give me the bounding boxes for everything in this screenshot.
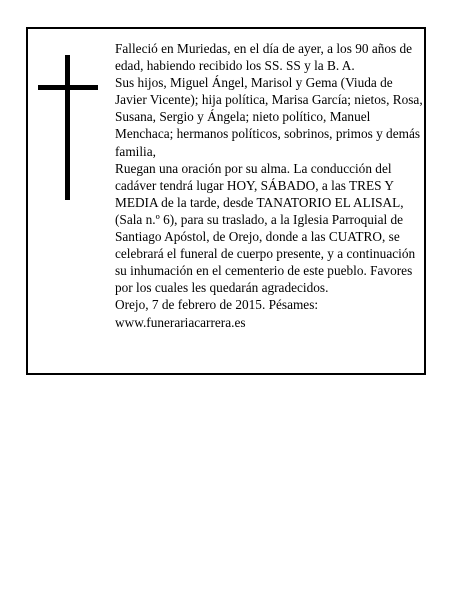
notice-paragraph-place-date: Orejo, 7 de febrero de 2015. Pésames: www.funerariacarrera.es bbox=[115, 297, 319, 330]
cross-vertical-bar bbox=[65, 55, 70, 200]
notice-paragraph-death: Falleció en Muriedas, en el día de ayer, a los 90 años de edad, habiendo recibido los SS. SS y la B. A. bbox=[115, 41, 413, 74]
notice-paragraph-funeral: Ruegan una oración por su alma. La conducción del cadáver tendrá lugar HOY, SÁBADO, a las TRES Y MEDIA de la tarde, desde TANATORIO EL ALISAL, (Sala n.º 6), para su traslado, a la Iglesia Parroquial de Santiago Apóstol, de Orejo, donde a las CUATRO, se celebrará el funeral de cuerpo presente, y a continuación su inhumación en el cementerio de este pueblo. Favores por los cuales les quedarán agradecidos. bbox=[115, 160, 416, 296]
notice-text bbox=[115, 40, 426, 331]
cross-horizontal-bar bbox=[38, 85, 98, 90]
cross-icon bbox=[38, 55, 98, 200]
obituary-notice bbox=[26, 27, 426, 375]
notice-paragraph-family: Sus hijos, Miguel Ángel, Marisol y Gema (Viuda de Javier Vicente); hija política, Marisa García; nietos, Rosa, Susana, Sergio y Ángela; nieto político, Manuel Menchaca; hermanos políticos, sobrinos, primos y demás familia, bbox=[115, 75, 423, 159]
